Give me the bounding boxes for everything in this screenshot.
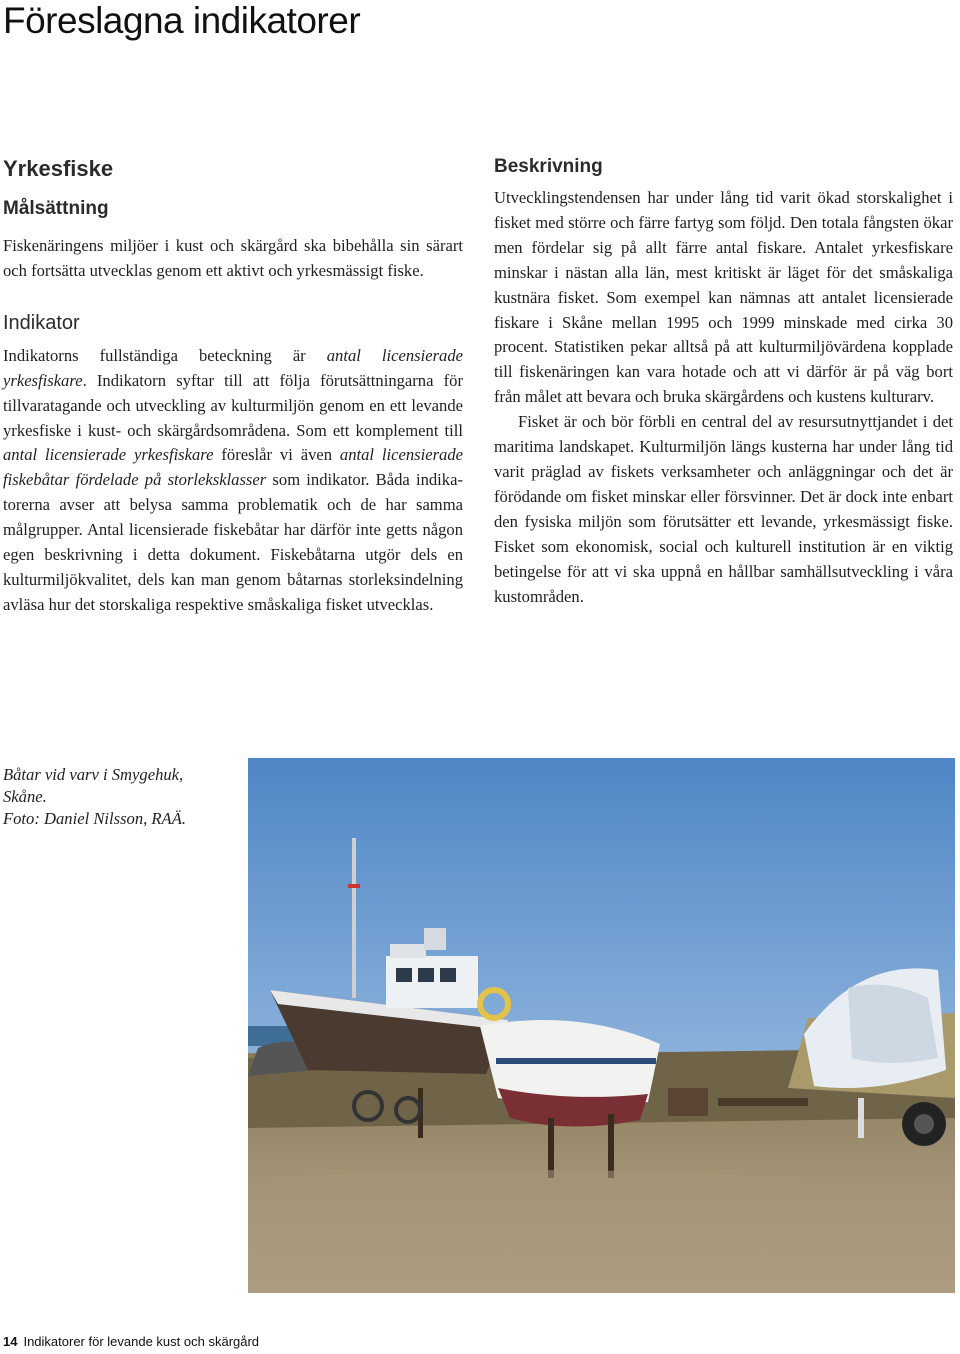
left-column (3, 152, 463, 618)
text-run: föreslår vi även (213, 445, 340, 465)
emphasis-indicator-name: antal licensierade yrkesfiskare (3, 445, 214, 465)
boats-photo (248, 758, 955, 1293)
text-run: som indikator. Båda indikatorerna avser att belysa samma problematik och de har samma målgrupper. Antal licensierade fiskebåtar har därför inte getts någon egen beskrivning i detta dokument. Fiskebåtarna utgör dels en kulturmiljökvalitet, dels kan man genom båtarnas storleksindelning avläsa hur det storskaliga respektive småskaliga fisket utvecklas. (3, 470, 463, 614)
emphasis-indicator-boats: antal licensierade fiskebåtar fördelade på storleksklasser (3, 445, 463, 490)
boats-photo-illustration (248, 758, 955, 1293)
photo-caption (3, 764, 233, 830)
page-footer (3, 1334, 259, 1349)
page-title: Föreslagna indikatorer (3, 0, 361, 41)
goal-heading: Målsättning (3, 198, 109, 219)
section-heading: Yrkesfiske (3, 156, 114, 181)
right-column (494, 152, 953, 609)
text-run: . Indikatorn syftar till att följa förutsättningarna för tillvaratagande och utveckling av kulturmiljön genom en ett levande yrkesfiske i kust- och skärgårdsområdena. Som ett komplement till (3, 370, 463, 440)
description-paragraph-2: Fisket är och bör förbli en central del av resursutnyttjandet i det maritima landskapet. Kulturmiljön längs kusterna har under lång tid varit präglad av fiskets verksamheter och anläggningar och det är förödande om fisket minskar eller försvinner. Det är dock inte enbart den fysiska miljön som förutsätter ett levande, yrkesmässigt fiske. Fisket som ekonomisk, social och kulturell institution är en viktig betingelse för att vi ska uppnå en hållbar samhällsutveckling i våra kustområden. (494, 412, 953, 606)
page-number: 14 (3, 1334, 18, 1349)
caption-line: Skåne. (3, 787, 47, 806)
text-run: Indikatorns fullständiga beteckning är (3, 345, 327, 365)
indicator-heading: Indikator (3, 311, 80, 334)
footer-title: Indikatorer för levande kust och skärgård (23, 1334, 260, 1349)
caption-line: Båtar vid varv i Smygehuk, (3, 765, 184, 784)
emphasis-indicator-name: antal licensierade yrkesfiskare (3, 345, 463, 390)
goal-paragraph: Fiskenäringens miljöer i kust och skärgård ska bibehålla sin särart och fortsätta utvecklas genom ett aktivt och yrkesmässigt fiske. (3, 236, 463, 280)
indicator-paragraph (3, 344, 463, 618)
description-heading: Beskrivning (494, 156, 603, 177)
description-paragraph-1: Utvecklingstendensen har under lång tid varit ökad storskalighet i fisket med större och färre fartyg som följd. Den totala fångsten ökar men fördelar sig på allt färre antal fiskare. Antalet yrkesfiskare minskar i nästan alla län, mest kritiskt är läget för det småskaliga kustnära fisket. Som exempel kan nämnas att antalet licensierade fiskare i Skåne mellan 1995 och 1999 minskade med cirka 30 procent. Statistiken pekar alltså på att kulturmiljövärdena kopplade till fiskenäringen kan vara hotade och att vi därför är på väg bort från målet att bevara och bruka skärgårdens och kustens kulturarv. (494, 188, 953, 407)
caption-credit: Foto: Daniel Nilsson, RAÄ. (3, 809, 186, 828)
